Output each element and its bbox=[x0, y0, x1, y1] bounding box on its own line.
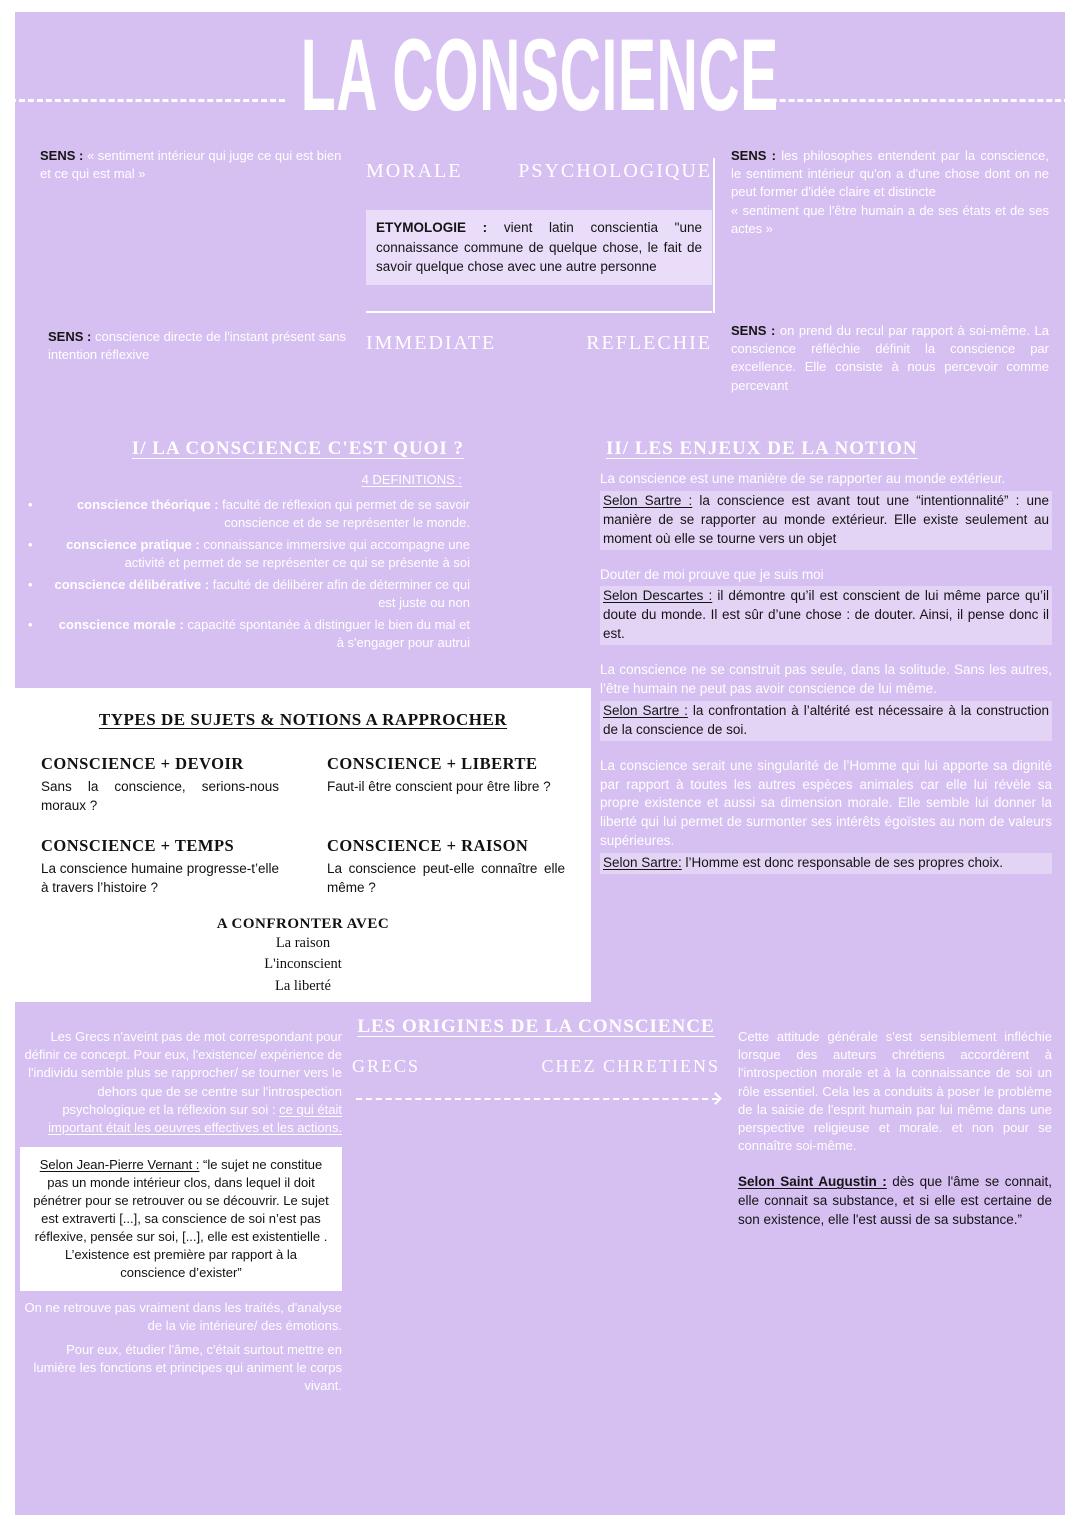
quote-source: Selon Sartre: bbox=[603, 855, 682, 871]
origins-column-grecs: GRECS bbox=[352, 1056, 421, 1076]
note-paragraph: La conscience serait une singularité de l’Homme qui lui apporte sa dignité par rapport à toutes les autres espèces animales car elle lui révèle sa propre existence et aussi sa dimension morale. Elle semble lui donner la liberté qui lui permet de surmonter ses intérêts égoïstes au nom de valeurs supérieures. bbox=[600, 757, 1052, 849]
type-item-title: CONSCIENCE + DEVOIR bbox=[41, 754, 244, 773]
note-paragraph-highlight bbox=[600, 701, 1052, 741]
type-item-title: CONSCIENCE + TEMPS bbox=[41, 835, 235, 855]
etymologie-label: ETYMOLOGIE : bbox=[376, 220, 488, 235]
confront-item: La raison bbox=[275, 934, 331, 951]
type-item-title: CONSCIENCE + RAISON bbox=[327, 835, 529, 855]
confront-item: La liberté bbox=[275, 978, 331, 995]
section2-heading: II/ LES ENJEUX DE LA NOTION bbox=[606, 438, 918, 459]
type-item-question: Sans la conscience, serions-nous moraux ? bbox=[41, 779, 279, 813]
sens-label: SENS : bbox=[731, 323, 776, 338]
origins-grecs-column bbox=[20, 1028, 342, 1396]
morale-psychologique-row bbox=[366, 160, 712, 183]
sens-text: les philosophes entendent par la conscience, le sentiment intérieur qu'on a d'une chose dont on ne peut former d'idée claire et distincte bbox=[731, 148, 1049, 200]
quote-source: Selon Saint Augustin : bbox=[738, 1174, 887, 1190]
quote-text: la confrontation à l’altérité est nécessaire à la construction de la conscience de soi. bbox=[603, 702, 1049, 737]
note-paragraph-highlight bbox=[600, 586, 1052, 645]
column-header-reflechie: REFLECHIE bbox=[586, 332, 712, 354]
etymologie-text: vient latin conscientia "une connaissance commune de quelque chose, le fait de savoir quelque chose avec une autre personne bbox=[376, 220, 702, 275]
sens-text: on prend du recul par rapport à soi-même. La conscience réfléchie définit la conscience par excellence. Elle consiste à nous percevoir comme percevant bbox=[731, 323, 1049, 393]
origins-columns-row bbox=[352, 1056, 720, 1077]
quote-text: “le sujet ne constitue pas un monde intérieur clos, dans lequel il doit pénétrer pour se retrouver ou se découvrir. Le sujet est extraverti [...], sa conscience de soi n’est pas réflexive, pensée sur soi, [...], elle est existentielle . L’existence est première par rapport à la conscience d’exister” bbox=[33, 1157, 329, 1280]
grecs-paragraph: Pour eux, étudier l'âme, c'était surtout mettre en lumière les fonctions et principes qui animent le corps vivant. bbox=[33, 1342, 342, 1394]
type-item-question: La conscience peut-elle connaître elle même ? bbox=[327, 860, 565, 895]
definition-item bbox=[28, 496, 470, 532]
definition-item bbox=[28, 576, 470, 612]
grecs-text: Les Grecs n'aveint pas de mot correspondant pour définir ce concept. Pour eux, l'existence/ expérience de l'individu semble plus se rapprocher/ se tourner vers le dehors que de se centre sur l'introspection psychologique et la réflexion sur soi : bbox=[24, 1029, 342, 1117]
type-item bbox=[41, 836, 279, 898]
definition-term: conscience morale : bbox=[58, 616, 184, 632]
sens-reflechie-note bbox=[731, 322, 1049, 395]
sens-label: SENS : bbox=[48, 329, 92, 344]
definition-item bbox=[28, 536, 470, 572]
quote-text: la conscience est avant tout une “intentionnalité” : une manière de se rapporter au monde extérieur. Elle existe seulement au moment où elle se tourne vers un objet bbox=[603, 492, 1049, 546]
definition-text: faculté de réflexion qui permet de se savoir conscience et de se représenter le monde. bbox=[218, 497, 470, 530]
note-paragraph: Douter de moi prouve que je suis moi bbox=[600, 566, 824, 582]
quote-text: l’Homme est donc responsable de ses propres choix. bbox=[681, 855, 1003, 871]
origins-dashed-arrow bbox=[356, 1098, 718, 1100]
quote-source: Selon Sartre : bbox=[603, 702, 688, 718]
augustin-quote bbox=[738, 1173, 1052, 1230]
definition-text: connaissance immersive qui accompagne une activité et permet de se représenter ce qui se présente à soi bbox=[124, 536, 470, 570]
quote-text: dès que l'âme se connait, elle connait sa substance, et si elle est certaine de son existence, elle l'est aussi de sa substance.” bbox=[738, 1174, 1052, 1228]
sens-quote: « sentiment que l'être humain a de ses états et de ses actes » bbox=[731, 202, 1049, 236]
origins-heading: LES ORIGINES DE LA CONSCIENCE bbox=[357, 1016, 715, 1037]
types-sujets-box bbox=[15, 688, 591, 1002]
immediate-reflechie-row bbox=[366, 332, 712, 355]
divider-horizontal bbox=[366, 311, 712, 313]
types-box-heading: TYPES DE SUJETS & NOTIONS A RAPPROCHER bbox=[98, 710, 508, 729]
definition-term: conscience délibérative : bbox=[54, 576, 210, 592]
sens-morale-note bbox=[40, 147, 352, 183]
divider-vertical bbox=[713, 158, 715, 313]
confront-block bbox=[41, 916, 565, 998]
quote-source: Selon Jean-Pierre Vernant : bbox=[39, 1157, 200, 1173]
type-item bbox=[41, 754, 279, 816]
column-header-immediate: IMMEDIATE bbox=[366, 332, 497, 354]
note-paragraph: La conscience est une manière de se rapporter au monde extérieur. bbox=[600, 471, 1006, 486]
quote-source: Selon Descartes : bbox=[603, 588, 713, 604]
note-paragraph: La conscience ne se construit pas seule, dans la solitude. Sans les autres, l’être humain ne peut pas avoir conscience de lui même. bbox=[600, 662, 1052, 697]
etymologie-box bbox=[366, 210, 712, 285]
type-item-question: Faut-il être conscient pour être libre ? bbox=[327, 779, 551, 794]
origins-column-chretiens: CHEZ CHRETIENS bbox=[541, 1056, 720, 1076]
vernant-quote-box bbox=[20, 1147, 342, 1291]
definition-text: faculté de délibérer afin de déterminer ce qui est juste ou non bbox=[209, 576, 470, 610]
section-2-enjeux bbox=[600, 438, 1052, 874]
confront-heading: A CONFRONTER AVEC bbox=[216, 915, 390, 932]
type-item bbox=[327, 836, 565, 898]
sens-immediate-note bbox=[48, 328, 360, 364]
column-header-psychologique: PSYCHOLOGIQUE bbox=[518, 160, 712, 182]
definition-term: conscience pratique : bbox=[66, 536, 200, 552]
type-item bbox=[327, 754, 565, 816]
note-paragraph-highlight bbox=[600, 853, 1052, 874]
sens-psychologique-note bbox=[731, 147, 1049, 238]
note-paragraph-highlight bbox=[600, 491, 1052, 550]
definition-text: capacité spontanée à distinguer le bien du mal et à s'engager pour autrui bbox=[183, 616, 470, 650]
grecs-paragraph bbox=[20, 1028, 342, 1137]
confront-item: L'inconscient bbox=[264, 956, 342, 973]
types-grid bbox=[41, 754, 565, 898]
sens-text: conscience directe de l'instant présent sans intention réflexive bbox=[48, 329, 347, 363]
chretiens-paragraph: Cette attitude générale s'est sensiblement infléchie lorsque des auteurs chrétiens accordèrent à l'introspection morale et à la connaissance de soi un rôle essentiel. Cela les a conduits à poser le problème de la saisie de l'esprit humain par lui même dans une perspective religieuse et morale. et non pour se connaître soi-même. bbox=[738, 1029, 1052, 1154]
section-1-definitions bbox=[28, 438, 470, 656]
definition-term: conscience théorique : bbox=[76, 497, 219, 512]
origins-chretiens-column bbox=[738, 1028, 1052, 1230]
grecs-text-underlined: ce qui était important était les oeuvres effectives et les actions. bbox=[48, 1101, 342, 1135]
definitions-list bbox=[28, 496, 470, 652]
title-row bbox=[0, 18, 1080, 132]
sens-text: « sentiment intérieur qui juge ce qui est bien et ce qui est mal » bbox=[40, 148, 342, 182]
quote-text: il démontre qu’il est conscient de lui même parce qu’il doute du monde. Il est sûr d’une chose : de douter. Ainsi, il pense donc il est. bbox=[603, 588, 1049, 642]
grecs-paragraph: On ne retrouve pas vraiment dans les traités, d'analyse de la vie intérieure/ des émotions. bbox=[24, 1299, 342, 1333]
type-item-title: CONSCIENCE + LIBERTE bbox=[327, 754, 538, 773]
section1-heading: I/ LA CONSCIENCE C'EST QUOI ? bbox=[131, 438, 464, 459]
column-header-morale: MORALE bbox=[366, 160, 463, 182]
page-title: LA CONSCIENCE bbox=[300, 18, 780, 132]
quote-source: Selon Sartre : bbox=[603, 492, 693, 508]
definition-item bbox=[28, 616, 470, 652]
type-item-question: La conscience humaine progresse-t’elle à travers l’histoire ? bbox=[41, 860, 279, 895]
sens-label: SENS : bbox=[40, 148, 84, 163]
sens-label: SENS : bbox=[731, 148, 776, 163]
section1-subheading: 4 DEFINITIONS : bbox=[361, 472, 462, 487]
